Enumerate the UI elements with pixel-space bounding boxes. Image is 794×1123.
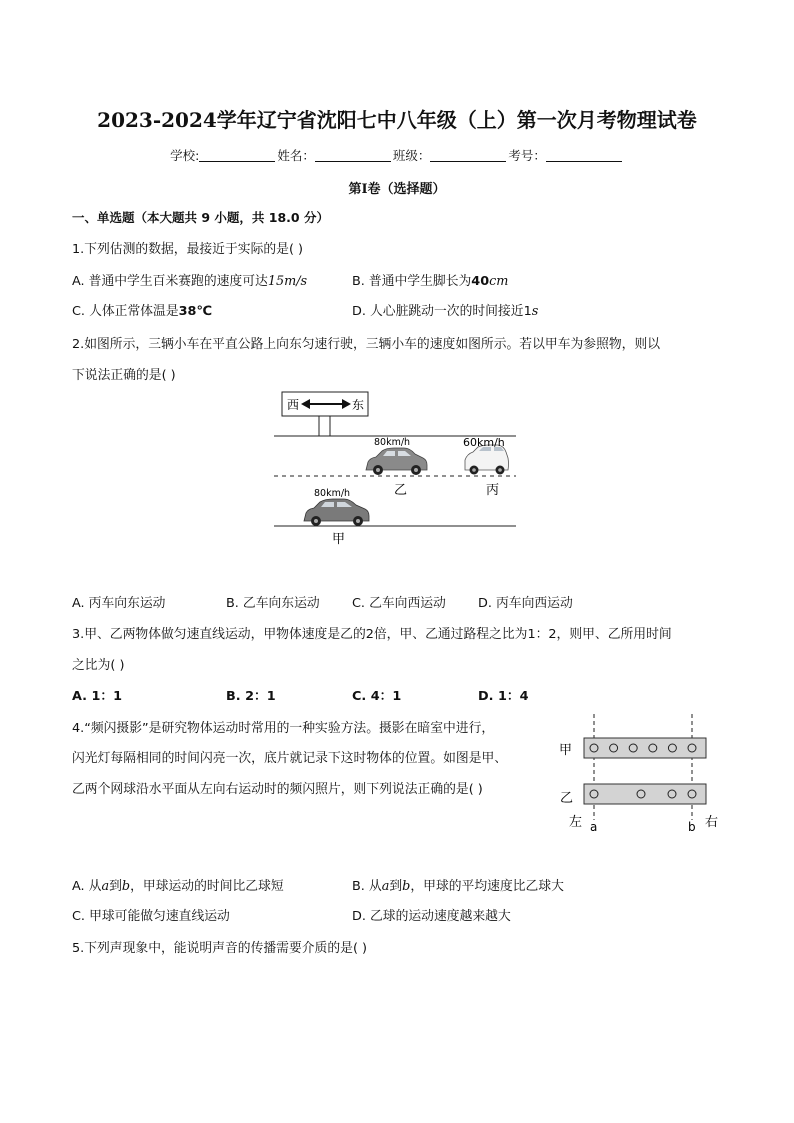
- q4-strobe-figure: [554, 712, 724, 837]
- car-yi-icon: [366, 448, 427, 475]
- q2-option-a: A. 丙车向东运动: [72, 596, 166, 611]
- q3-stem-line1: 3.甲、乙两物体做匀速直线运动，甲物体速度是乙的2倍，甲、乙通过路程之比为1：2，则甲、乙所用时间: [72, 627, 672, 642]
- q3-option-c: C. 4：1: [352, 689, 402, 704]
- sign-east-label: 东: [352, 398, 365, 412]
- q4-option-a: [72, 875, 284, 894]
- speed-jia-label: 80km/h: [314, 488, 351, 499]
- car-yi-label: 乙: [394, 483, 408, 498]
- strobe-jia-label: 甲: [559, 743, 573, 758]
- q4-a-text-mid: 到: [109, 879, 122, 894]
- q1-option-a: [72, 270, 307, 289]
- q1-option-d: [352, 300, 538, 319]
- q3-stem-line2: 之比为( ): [72, 658, 125, 673]
- q4-b-text-mid: 到: [389, 879, 403, 894]
- section-title: 第Ⅰ卷（选择题）: [348, 182, 446, 197]
- q4-a-var-a: a: [101, 879, 110, 894]
- car-bing-label: 丙: [486, 483, 500, 498]
- label-left: 左: [569, 815, 583, 830]
- q1-d-text: D. 人心脏跳动一次的时间接近: [352, 304, 524, 319]
- name-label: 姓名：: [277, 148, 315, 163]
- label-right: 右: [705, 815, 719, 830]
- label-b: b: [688, 820, 696, 834]
- q2-option-b: B. 乙车向东运动: [226, 596, 320, 611]
- q4-option-b: [352, 875, 564, 894]
- q4-option-c: C. 甲球可能做匀速直线运动: [72, 909, 230, 924]
- strobe-yi-label: 乙: [560, 791, 574, 806]
- q1-a-value: 15m/s: [267, 274, 308, 289]
- q4-option-d: D. 乙球的运动速度越来越大: [352, 909, 511, 924]
- q4-b-text-pre: B. 从: [352, 879, 382, 894]
- q1-a-text: A. 普通中学生百米赛跑的速度可达: [72, 274, 268, 289]
- q2-stem-line2: 下说法正确的是( ): [72, 368, 176, 383]
- q1-c-text: C. 人体正常体温是: [72, 304, 179, 319]
- q1-stem: 1.下列估测的数据，最接近于实际的是( ): [72, 242, 304, 257]
- q2-option-d: D. 丙车向西运动: [478, 596, 573, 611]
- q4-a-var-b: b: [121, 879, 131, 894]
- car-bing-icon: [465, 445, 509, 475]
- sign-post: [319, 416, 330, 436]
- q3-option-a: A. 1：1: [72, 689, 123, 704]
- q2-stem-line1: 2.如图所示，三辆小车在平直公路上向东匀速行驶，三辆小车的速度如图所示。若以甲车为参照物，则以: [72, 337, 661, 352]
- q4-b-var-b: b: [402, 879, 411, 894]
- q4-a-text-post: ，甲球运动的时间比乙球短: [130, 879, 284, 894]
- q2-road-figure: [270, 388, 520, 548]
- q3-option-d: D. 1：4: [478, 689, 529, 704]
- q4-b-var-a: a: [381, 879, 390, 894]
- label-a: a: [590, 820, 598, 834]
- q4-stem-line1: 4.“频闪摄影”是研究物体运动时常用的一种实验方法。摄影在暗室中进行，: [72, 721, 495, 736]
- name-blank: [315, 149, 391, 162]
- q4-a-text-pre: A. 从: [72, 879, 102, 894]
- q2-option-c: C. 乙车向西运动: [352, 596, 446, 611]
- q1-c-value: 38℃: [178, 304, 212, 319]
- exam-no-blank: [546, 149, 622, 162]
- q1-d-value: 1: [523, 304, 532, 319]
- q1-b-value: 40: [471, 274, 490, 289]
- q3-option-b: B. 2：1: [226, 689, 276, 704]
- exam-no-label: 考号：: [508, 148, 546, 163]
- car-jia-label: 甲: [332, 532, 346, 547]
- q1-b-text: B. 普通中学生脚长为: [352, 274, 472, 289]
- q1-b-unit: cm: [489, 274, 509, 289]
- car-jia-icon: [304, 499, 369, 526]
- part-header: 一、单选题（本大题共 9 小题，共 18.0 分）: [72, 210, 329, 225]
- student-info-line: [0, 146, 794, 164]
- exam-title: 2023-2024学年辽宁省沈阳七中八年级（上）第一次月考物理试卷: [97, 108, 697, 132]
- speed-bing-label: 60km/h: [463, 436, 505, 449]
- q1-option-b: [352, 270, 508, 289]
- q4-stem-line3: 乙两个网球沿水平面从左向右运动时的频闪照片，则下列说法正确的是( ): [72, 782, 483, 797]
- speed-yi-label: 80km/h: [374, 437, 411, 448]
- sign-west-label: 西: [287, 398, 300, 412]
- school-blank: [199, 149, 275, 162]
- q1-option-c: [72, 300, 212, 319]
- class-blank: [430, 149, 506, 162]
- q4-stem-line2: 闪光灯每隔相同的时间闪亮一次，底片就记录下这时物体的位置。如图是甲、: [72, 751, 508, 766]
- q1-d-unit: s: [531, 304, 539, 319]
- q5-stem: 5.下列声现象中，能说明声音的传播需要介质的是( ): [72, 941, 367, 956]
- q4-b-text-post: ，甲球的平均速度比乙球大: [410, 879, 564, 894]
- class-label: 班级：: [392, 148, 431, 163]
- school-label: 学校:: [170, 148, 200, 163]
